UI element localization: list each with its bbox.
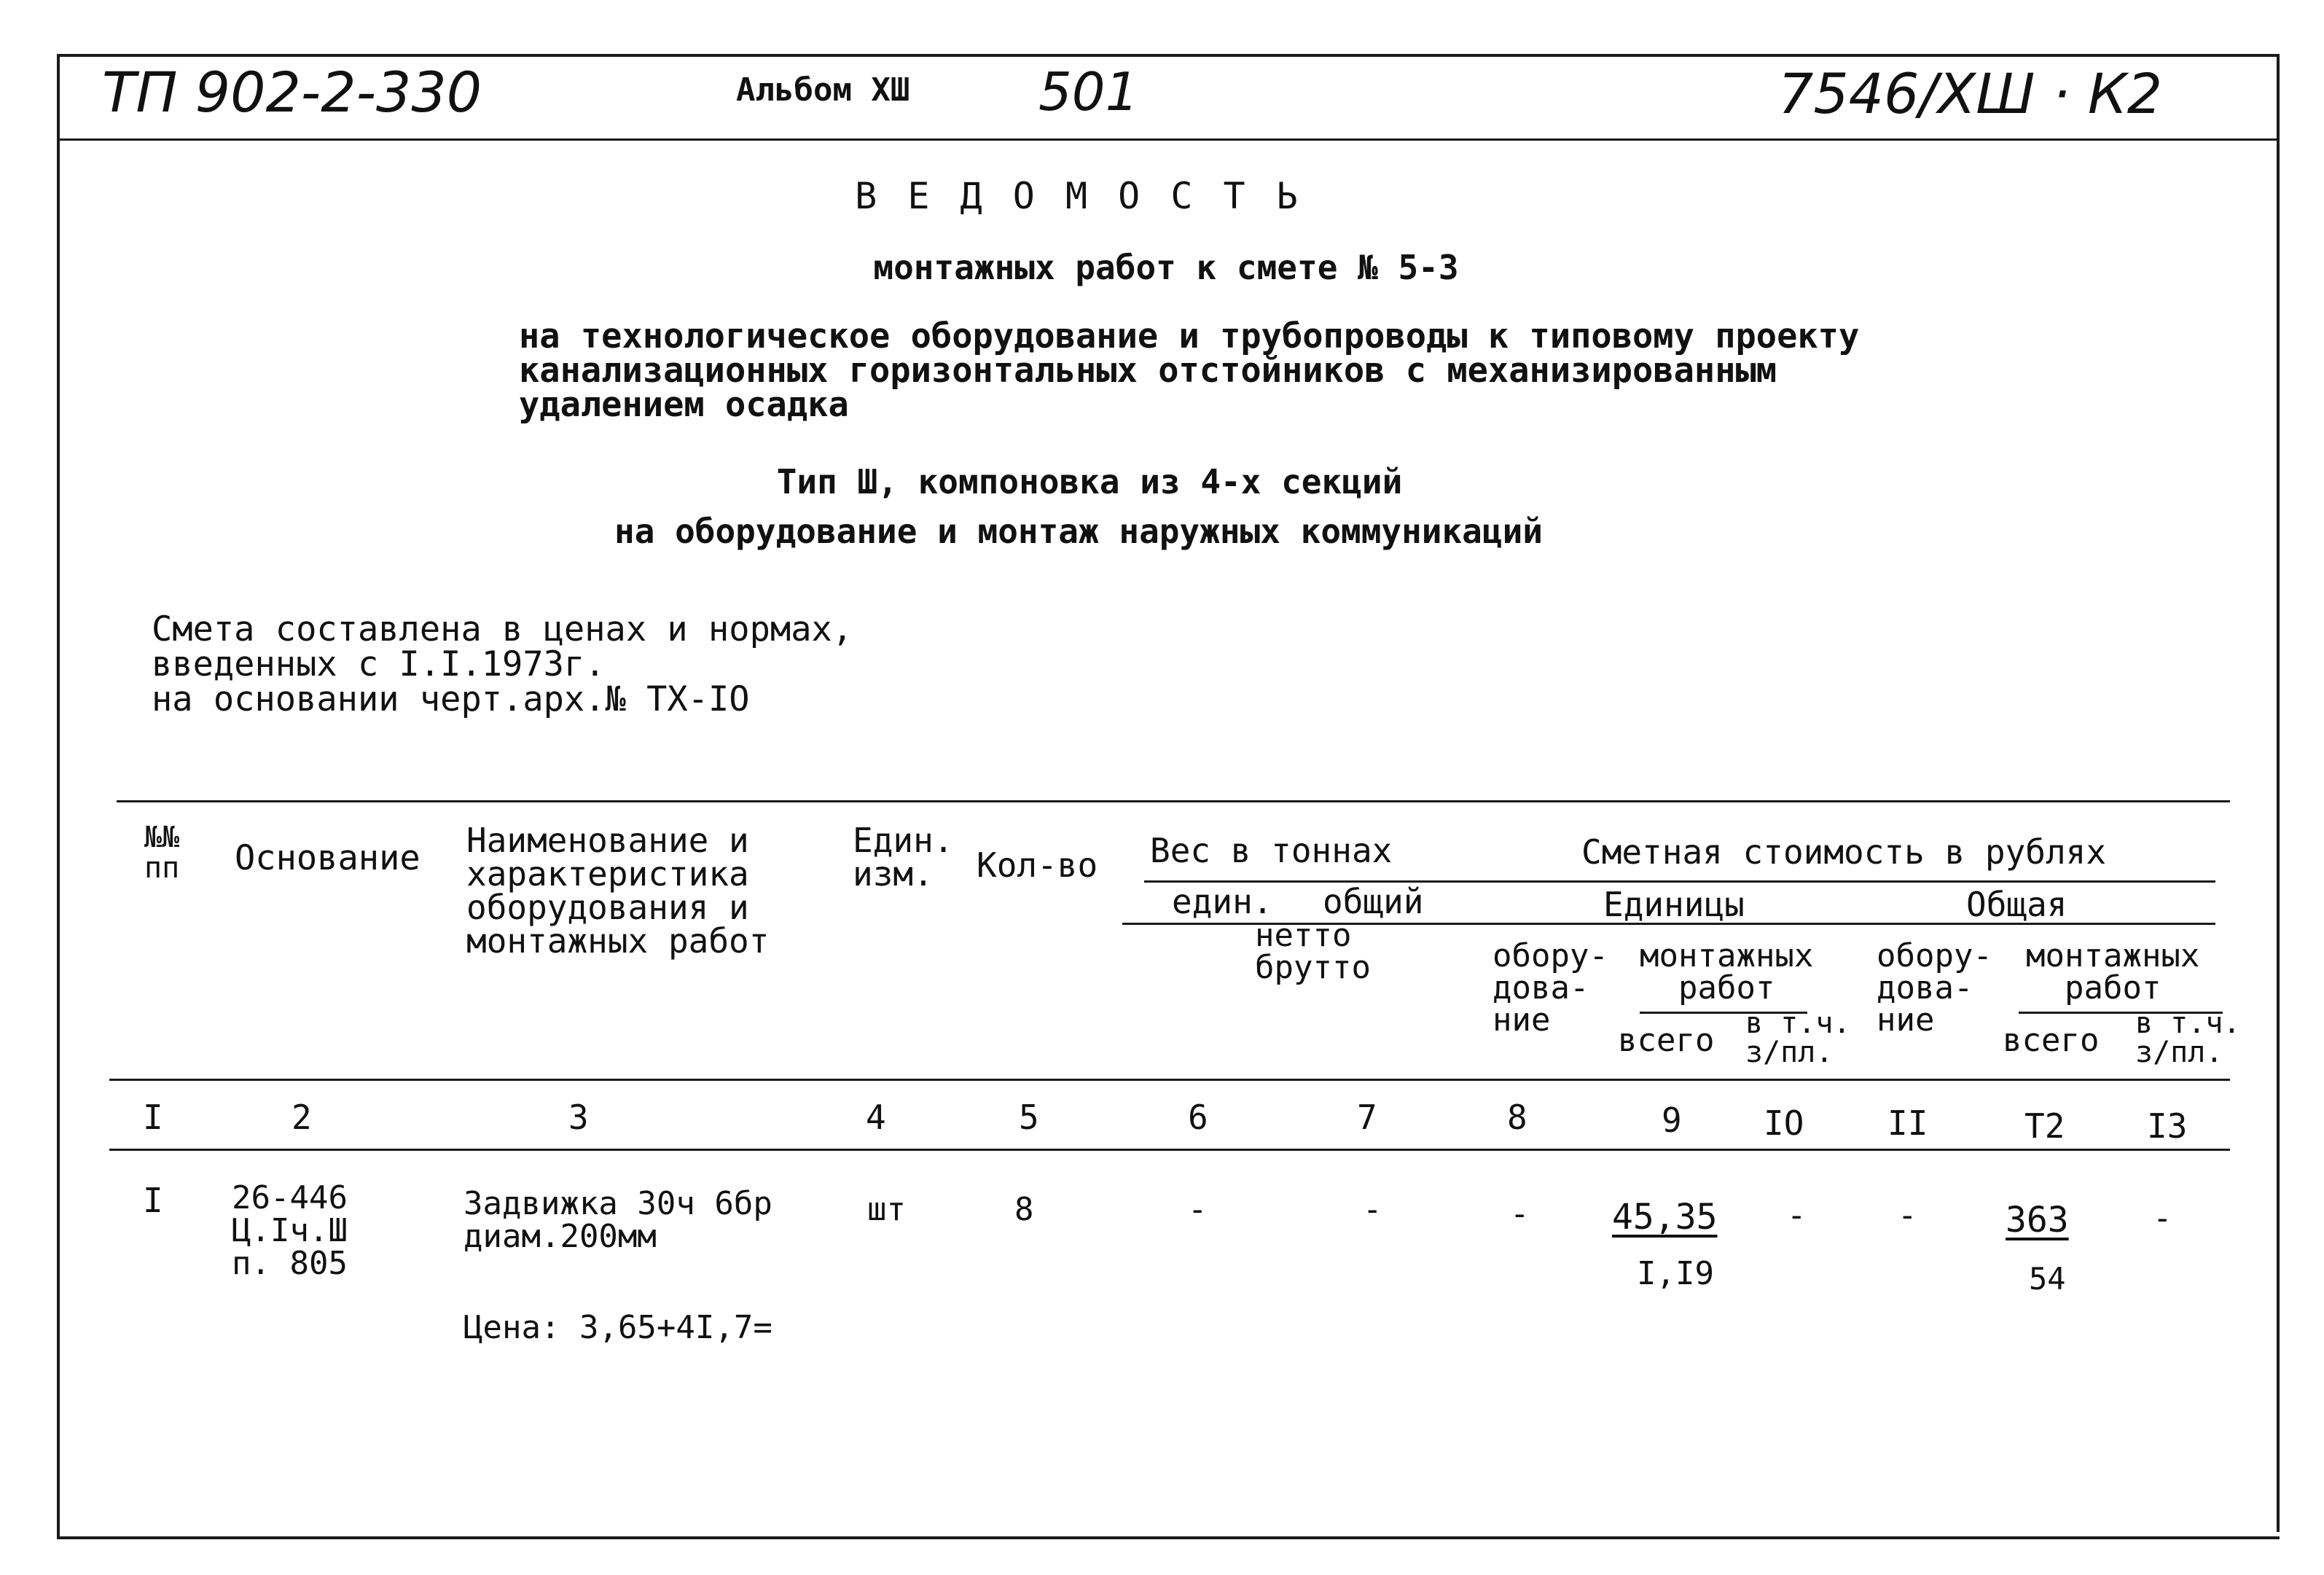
row-install-unit-wages: I,I9 xyxy=(1637,1255,1714,1292)
basis-note-line: на основании черт.арх.№ ТХ-IO xyxy=(152,679,750,719)
column-number: 6 xyxy=(1188,1098,1208,1137)
col-header-name: Наименование и характеристика оборудования и монтажных работ xyxy=(466,821,770,961)
column-number: 2 xyxy=(292,1098,312,1137)
col-header-cost-unit: Единицы xyxy=(1603,885,1745,924)
col-header-basis: Основание xyxy=(235,838,420,878)
row-weight-unit: - xyxy=(1188,1191,1208,1228)
row-equipment-total: - xyxy=(1898,1197,1917,1234)
col-header-all-total: всего xyxy=(2003,1022,2100,1059)
col-header-weight-unit: един. xyxy=(1172,882,1273,921)
row-install-total: 363 xyxy=(2006,1200,2069,1240)
row-install-unit-wages-col: - xyxy=(1787,1197,1807,1234)
column-number: I3 xyxy=(2147,1106,2188,1146)
row-num: I xyxy=(143,1181,163,1220)
column-number: 3 xyxy=(568,1098,589,1137)
column-number: 7 xyxy=(1357,1098,1377,1137)
row-install-total-wages: 54 xyxy=(2029,1261,2066,1297)
header-bottom-rule xyxy=(109,1079,2230,1081)
column-numbers-rule xyxy=(109,1149,2230,1151)
col-header-incl-wages-total: в т.ч. з/пл. xyxy=(2135,1007,2241,1069)
row-install-total-wages-col: - xyxy=(2153,1200,2172,1237)
basis-note-line: Смета составлена в ценах и нормах, xyxy=(152,609,853,649)
column-number: 5 xyxy=(1019,1098,1039,1137)
description-line: на технологическое оборудование и трубопроводы к типовому проекту xyxy=(519,316,1860,356)
sheet-number: 501 xyxy=(1038,61,1139,122)
row-qty: 8 xyxy=(1014,1191,1034,1228)
description-line: удалением осадка xyxy=(519,385,849,425)
row-equipment: - xyxy=(1510,1195,1530,1232)
frame-bottom xyxy=(57,1536,2280,1539)
col-header-install-works-total: монтажных работ xyxy=(2026,937,2200,1007)
description xyxy=(519,316,1860,425)
scope-line: на оборудование и монтаж наружных коммуникаций xyxy=(614,512,1543,551)
project-code: ТП 902-2-330 xyxy=(102,60,482,125)
col-header-all: всего xyxy=(1618,1022,1715,1059)
basis-note xyxy=(152,609,853,719)
col-header-weight-group: Вес в тоннах xyxy=(1150,831,1393,870)
column-number: II xyxy=(1887,1103,1928,1143)
col-header-cost-total: Общая xyxy=(1966,885,2067,924)
album-label: Альбом ХШ xyxy=(736,71,910,109)
col-header-equipment: обору- дова- ние xyxy=(1492,937,1608,1039)
col-header-cost-group: Сметная стоимость в рублях xyxy=(1581,832,2107,872)
row-basis: 26-446 Ц.Iч.Ш п. 805 xyxy=(232,1179,348,1282)
row-weight-total: - xyxy=(1363,1191,1382,1228)
col-header-qty: Кол-во xyxy=(977,845,1098,885)
header-rule xyxy=(57,138,2280,141)
col-header-unit: Един. изм. xyxy=(853,821,954,894)
type-line: Тип Ш, компоновка из 4-х секций xyxy=(776,462,1403,501)
description-line: канализационных горизонтальных отстойников с механизированным xyxy=(519,351,1777,391)
column-number: Т2 xyxy=(2024,1106,2065,1146)
col-header-equipment-total: обору- дова- ние xyxy=(1877,937,1992,1039)
basis-note-line: введенных с I.I.1973г. xyxy=(152,644,606,684)
archive-code: 7546/ХШ · К2 xyxy=(1778,61,2163,126)
row-unit: шт xyxy=(867,1191,906,1228)
row-price-note: Цена: 3,65+4I,7= xyxy=(463,1309,772,1346)
frame-top xyxy=(57,54,2280,57)
column-number: 8 xyxy=(1507,1098,1527,1137)
table-top-rule xyxy=(117,800,2230,802)
row-name: Задвижка 30ч 6бр диам.200мм xyxy=(463,1185,772,1255)
page-subtitle: монтажных работ к смете № 5-3 xyxy=(873,248,1459,287)
col-header-weight-net-gross: нетто брутто xyxy=(1255,917,1371,986)
row-install-unit-total: 45,35 xyxy=(1612,1197,1718,1238)
column-number: IO xyxy=(1764,1103,1804,1143)
column-number: 4 xyxy=(866,1098,886,1137)
column-number: I xyxy=(143,1098,163,1137)
col-header-num: №№ пп xyxy=(144,821,180,885)
group-header-rule xyxy=(1144,880,2215,883)
col-header-install-works: монтажных работ xyxy=(1640,937,1814,1007)
col-header-weight-total: общий xyxy=(1323,882,1424,921)
page-title: В Е Д О М О С Т Ь xyxy=(855,175,1302,217)
column-number: 9 xyxy=(1662,1101,1682,1140)
col-header-incl-wages: в т.ч. з/пл. xyxy=(1745,1007,1851,1069)
